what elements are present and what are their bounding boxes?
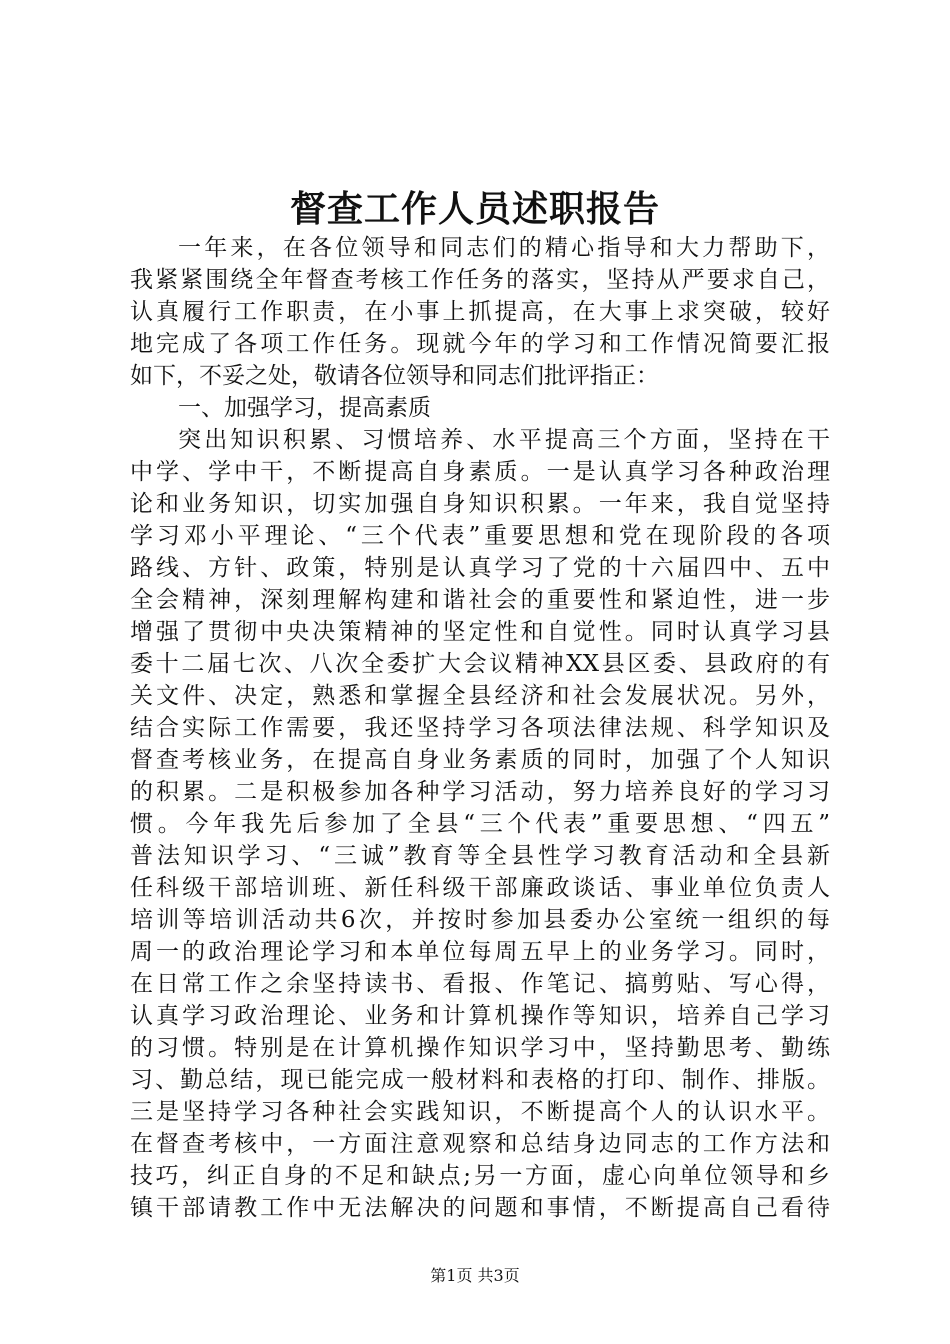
text-line: 在日常工作之余坚持读书、看报、作笔记、搞剪贴、写心得，	[130, 971, 830, 997]
text-line: 培训等培训活动共6次，并按时参加县委办公室统一组织的每	[130, 907, 830, 933]
text-line: 论和业务知识，切实加强自身知识积累。一年来，我自觉坚持	[130, 491, 830, 517]
document-title: 督查工作人员述职报告	[289, 188, 660, 230]
text-line: 学习邓小平理论、“三个代表”重要思想和党在现阶段的各项	[130, 523, 830, 549]
text-line: 督查考核业务，在提高自身业务素质的同时，加强了个人知识	[130, 747, 830, 773]
text-line: 习、勤总结，现已能完成一般材料和表格的打印、制作、排版。	[130, 1067, 830, 1093]
text-line: 全会精神，深刻理解构建和谐社会的重要性和紧迫性，进一步	[130, 587, 830, 613]
text-line: 路线、方针、政策，特别是认真学习了党的十六届四中、五中	[130, 555, 830, 581]
text-line: 一年来，在各位领导和同志们的精心指导和大力帮助下，	[178, 235, 830, 261]
text-line: 普法知识学习、“三诚”教育等全县性学习教育活动和全县新	[130, 843, 830, 869]
text-line: 的积累。二是积极参加各种学习活动，努力培养良好的学习习	[130, 779, 830, 805]
text-line: 任科级干部培训班、新任科级干部廉政谈话、事业单位负责人	[130, 875, 830, 901]
text-line: 惯。今年我先后参加了全县“三个代表”重要思想、“四五”	[130, 811, 830, 837]
text-line: 我紧紧围绕全年督查考核工作任务的落实，坚持从严要求自己，	[130, 267, 830, 293]
text-line: 中学、学中干，不断提高自身素质。一是认真学习各种政治理	[130, 459, 830, 485]
text-line: 技巧，纠正自身的不足和缺点;另一方面，虚心向单位领导和乡	[130, 1163, 830, 1189]
text-line: 突出知识积累、习惯培养、水平提高三个方面，坚持在干	[178, 427, 830, 453]
text-line: 委十二届七次、八次全委扩大会议精神XX县区委、县政府的有	[130, 651, 830, 677]
text-line: 三是坚持学习各种社会实践知识，不断提高个人的认识水平。	[130, 1099, 830, 1125]
page-footer: 第1页 共3页	[430, 1266, 520, 1285]
text-line: 关文件、决定，熟悉和掌握全县经济和社会发展状况。另外，	[130, 683, 830, 709]
text-line: 认真学习政治理论、业务和计算机操作等知识，培养自己学习	[130, 1003, 830, 1029]
text-line: 镇干部请教工作中无法解决的问题和事情，不断提高自己看待	[130, 1195, 830, 1221]
text-line: 认真履行工作职责，在小事上抓提高，在大事上求突破，较好	[130, 299, 830, 325]
text-line: 周一的政治理论学习和本单位每周五早上的业务学习。同时，	[130, 939, 830, 965]
text-line: 在督查考核中，一方面注意观察和总结身边同志的工作方法和	[130, 1131, 830, 1157]
body-text	[130, 232, 830, 1224]
text-line: 地完成了各项工作任务。现就今年的学习和工作情况简要汇报	[130, 331, 830, 357]
text-line: 增强了贯彻中央决策精神的坚定性和自觉性。同时认真学习县	[130, 619, 830, 645]
text-line: 结合实际工作需要，我还坚持学习各项法律法规、科学知识及	[130, 715, 830, 741]
text-line: 一、加强学习，提高素质	[178, 395, 431, 421]
text-line: 的习惯。特别是在计算机操作知识学习中，坚持勤思考、勤练	[130, 1035, 830, 1061]
text-line: 如下，不妥之处，敬请各位领导和同志们批评指正：	[130, 363, 659, 389]
